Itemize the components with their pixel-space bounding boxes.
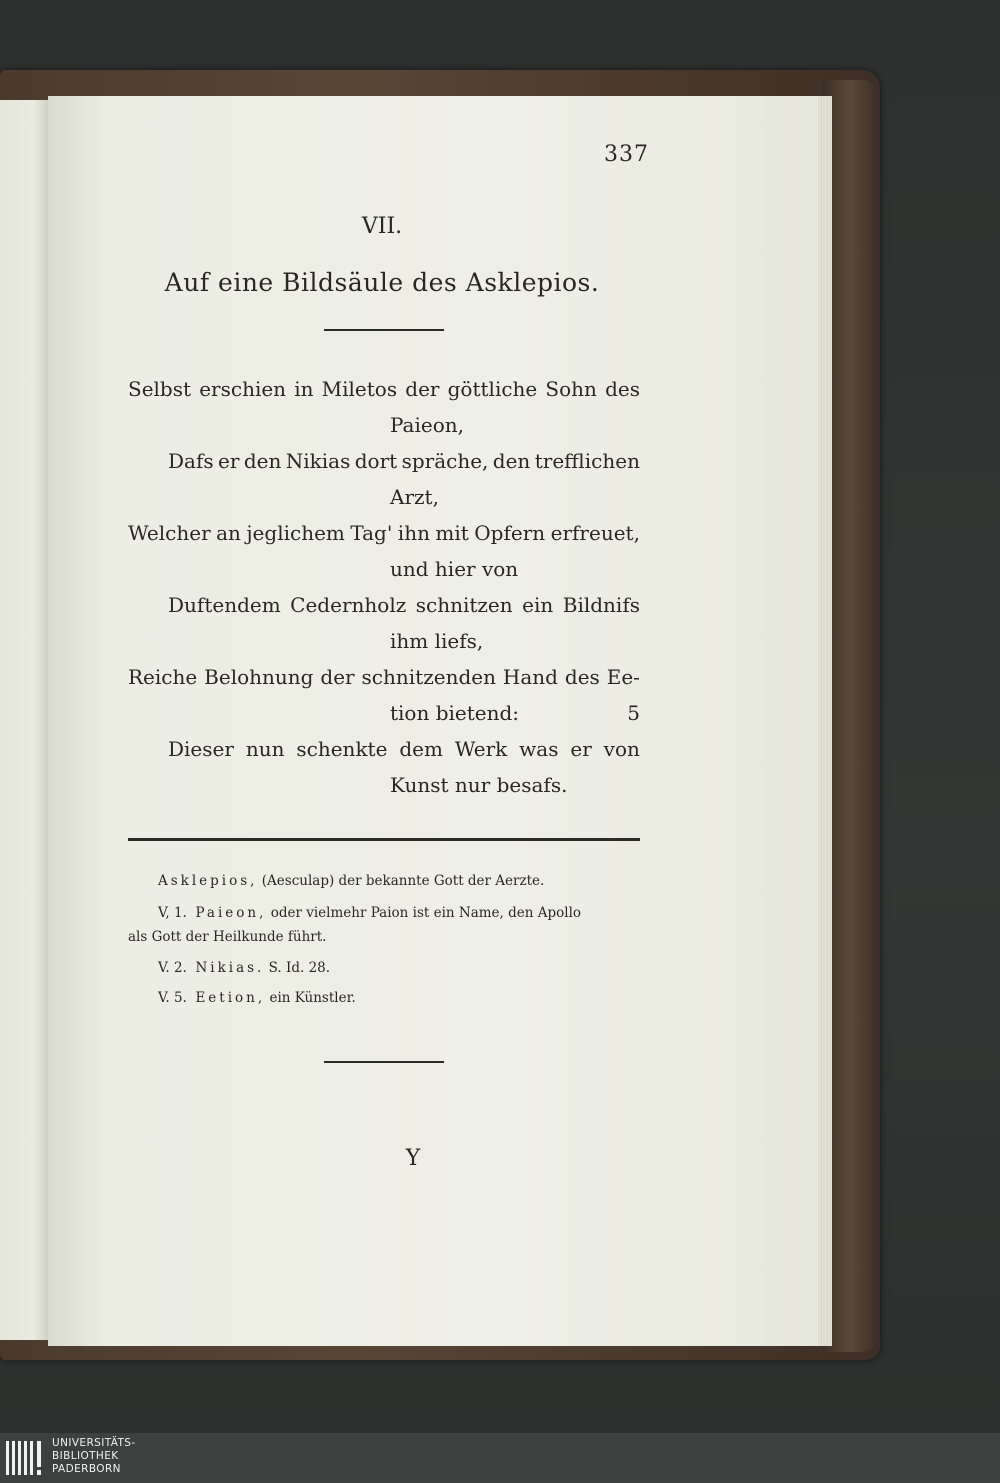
word: des [564, 665, 600, 689]
word: erfreuet, [550, 521, 640, 545]
poem-line-6-continuation: Kunst nur besafs. [390, 773, 568, 797]
word: göttliche [447, 377, 538, 401]
note-ref: V. 2. [158, 960, 187, 976]
logo-line: BIBLIOTHEK [52, 1450, 119, 1462]
poem-line-3 [128, 518, 640, 548]
word: ihn [397, 521, 430, 545]
left-page [0, 100, 48, 1340]
word: der [405, 377, 440, 401]
note-ref: V. 5. [158, 990, 187, 1006]
word: Sohn [545, 377, 597, 401]
word: Selbst [128, 377, 192, 401]
word: Dieser [168, 737, 234, 761]
library-logo-text [52, 1437, 136, 1476]
poem-line-6 [168, 734, 640, 764]
line-number: 5 [627, 701, 640, 725]
poem-line-3-continuation: und hier von [390, 557, 519, 581]
word: erschien [199, 377, 287, 401]
note-1 [158, 873, 544, 889]
word: Dafs [168, 449, 214, 473]
note-term: Nikias. [195, 960, 265, 976]
logo-line: UNIVERSITÄTS- [52, 1437, 136, 1449]
word: Ee- [606, 665, 640, 689]
poem-line-4 [168, 590, 640, 620]
note-2 [158, 905, 640, 921]
word: in [294, 377, 314, 401]
word: den [243, 449, 282, 473]
word: Cedernholz [290, 593, 407, 617]
word: schnitzen [415, 593, 513, 617]
word: von [603, 737, 640, 761]
poem-line-2 [168, 446, 640, 476]
word: schnitzenden [361, 665, 496, 689]
poem-line-4-continuation: ihm liefs, [390, 629, 484, 653]
poem-line-5-continuation [390, 698, 640, 728]
word: Miletos [321, 377, 398, 401]
poem-title: Auf eine Bildsäule des Asklepios. [164, 268, 600, 297]
note-text: ein Künstler. [269, 990, 356, 1006]
word: an [216, 521, 241, 545]
word: mit [435, 521, 469, 545]
note-3 [158, 960, 330, 976]
word: Nikias [285, 449, 351, 473]
word: Tag' [350, 521, 393, 545]
word: jeglichem [246, 521, 345, 545]
continuation-text: tion bietend: [390, 701, 520, 725]
word: dort [354, 449, 398, 473]
word: den [492, 449, 531, 473]
note-ref: V, 1. [158, 905, 187, 921]
signature-mark: Y [405, 1146, 421, 1171]
poem-line-2-continuation: Arzt, [390, 485, 439, 509]
logo-line: PADERBORN [52, 1463, 121, 1475]
note-term: Asklepios, [158, 873, 258, 889]
note-term: Eetion, [195, 990, 266, 1006]
poem-line-1-continuation: Paieon, [390, 413, 464, 437]
notes-divider [128, 838, 640, 841]
page-number: 337 [604, 142, 649, 167]
closing-rule [324, 1061, 444, 1063]
word: Bildnifs [562, 593, 640, 617]
note-2-continuation: als Gott der Heilkunde führt. [128, 929, 327, 945]
word: Opfern [474, 521, 546, 545]
word: Duftendem [168, 593, 281, 617]
word: der [320, 665, 355, 689]
word: ein [522, 593, 554, 617]
footer-bar [0, 1433, 1000, 1483]
word: spräche, [401, 449, 489, 473]
word: Reiche [128, 665, 198, 689]
note-4 [158, 990, 356, 1006]
word: des [605, 377, 640, 401]
word: er [218, 449, 240, 473]
word: Welcher [128, 521, 211, 545]
word: trefflichen [534, 449, 640, 473]
note-text: (Aesculap) der bekannte Gott der Aerzte. [261, 873, 545, 889]
note-text: S. Id. 28. [268, 960, 331, 976]
word: schenkte [296, 737, 388, 761]
word: Werk [454, 737, 508, 761]
title-rule [324, 329, 444, 331]
library-logo-icon [4, 1438, 44, 1478]
note-term: Paieon, [195, 905, 267, 921]
word: dem [399, 737, 443, 761]
word: Hand [502, 665, 558, 689]
poem-line-5 [128, 662, 640, 692]
poem-line-1 [128, 374, 640, 404]
note-text: oder vielmehr Paion ist ein Name, den Apollo [270, 905, 582, 921]
word: er [570, 737, 592, 761]
word: was [519, 737, 559, 761]
section-number: VII. [361, 214, 403, 239]
word: Belohnung [204, 665, 314, 689]
book-page [48, 96, 818, 1346]
word: nun [245, 737, 285, 761]
